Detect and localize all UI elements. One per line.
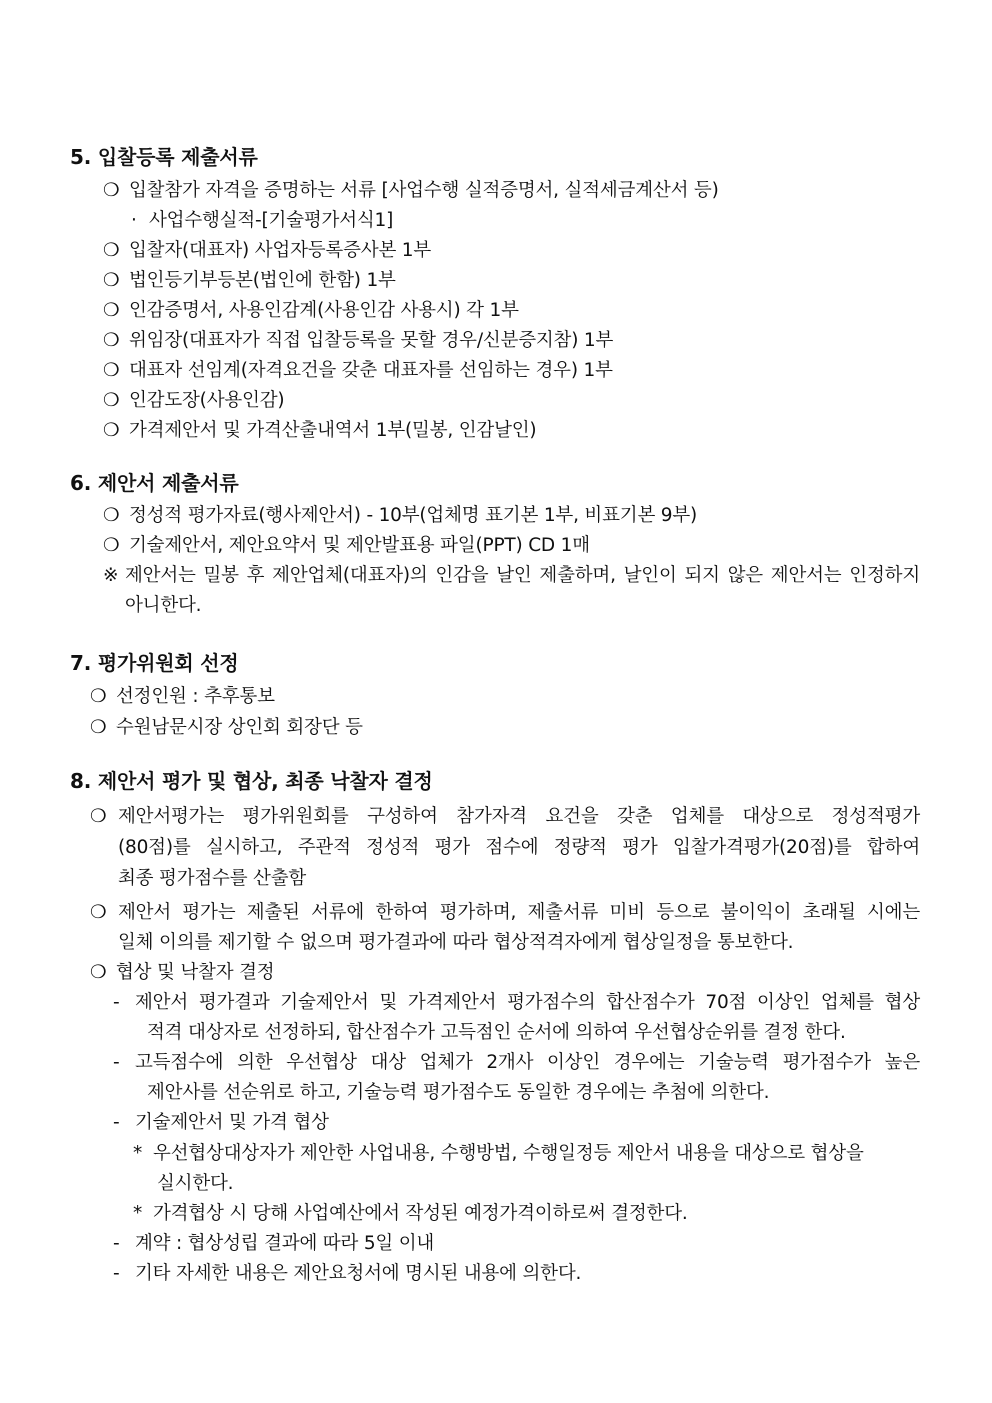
list-item-text: 인감도장(사용인감) [129, 390, 285, 411]
dash-item-continuation: 제안사를 선순위로 하고, 기술능력 평가점수도 동일한 경우에는 추첨에 의한다. [147, 1082, 770, 1103]
dash-item-text: 기술제안서 및 가격 협상 [135, 1112, 329, 1133]
asterisk-item [133, 1203, 932, 1225]
list-item [103, 240, 932, 262]
dash-item-text: 제안서 평가결과 기술제안서 및 가격제안서 평가점수의 합산점수가 70점 이상인 업체를 협상 [135, 992, 920, 1013]
list-item [103, 535, 932, 557]
dash-item [113, 1233, 932, 1255]
circle-bullet-icon: ❍ [103, 300, 120, 321]
list-item [103, 180, 932, 202]
circle-bullet-icon: ❍ [103, 330, 120, 351]
list-item [131, 210, 932, 232]
dot-bullet-icon: · [131, 210, 137, 231]
list-item [90, 717, 932, 739]
list-item [103, 270, 932, 292]
circle-bullet-icon: ❍ [90, 962, 107, 983]
list-item-text: 제안서 평가는 제출된 서류에 한하여 평가하며, 제출서류 미비 등으로 불이익이 초래될 시에는 [118, 902, 920, 923]
list-item [103, 330, 932, 352]
asterisk-bullet-icon: * [133, 1143, 143, 1164]
list-item [103, 390, 932, 412]
list-item-continuation: 일체 이의를 제기할 수 없으며 평가결과에 따라 협상적격자에게 협상일정을 통보한다. [118, 932, 794, 953]
list-item-text: 기술제안서, 제안요약서 및 제안발표용 파일(PPT) CD 1매 [129, 535, 590, 556]
section-heading: 8. 제안서 평가 및 협상, 최종 낙찰자 결정 [70, 769, 433, 793]
circle-bullet-icon: ❍ [103, 420, 120, 441]
dash-item [113, 1263, 932, 1285]
asterisk-item-continuation: 실시한다. [157, 1173, 234, 1194]
list-item-text: 인감증명서, 사용인감계(사용인감 사용시) 각 1부 [129, 300, 519, 321]
section-heading: 6. 제안서 제출서류 [70, 471, 239, 495]
list-item-text: 제안서평가는 평가위원회를 구성하여 참가자격 요건을 갖춘 업체를 대상으로 정성적평가 [118, 806, 920, 827]
circle-bullet-icon: ❍ [103, 180, 120, 201]
list-item-text: 선정인원 : 추후통보 [116, 686, 275, 707]
dash-bullet-icon: - [113, 1233, 120, 1254]
list-item [103, 505, 932, 527]
circle-bullet-icon: ❍ [90, 717, 107, 738]
list-item-text: 법인등기부등본(법인에 한함) 1부 [129, 270, 396, 291]
circle-bullet-icon: ❍ [103, 535, 120, 556]
note-text: 제안서는 밀봉 후 제안업체(대표자)의 인감을 날인 제출하며, 날인이 되지 않은 제안서는 인정하지 [125, 565, 920, 586]
asterisk-bullet-icon: * [133, 1203, 143, 1224]
list-item [103, 300, 932, 322]
list-item-text: 협상 및 낙찰자 결정 [116, 962, 275, 983]
list-item [103, 360, 932, 382]
asterisk-item-text: 가격협상 시 당해 사업예산에서 작성된 예정가격이하로써 결정한다. [153, 1203, 688, 1224]
circle-bullet-icon: ❍ [103, 360, 120, 381]
dash-item-text: 고득점수에 의한 우선협상 대상 업체가 2개사 이상인 경우에는 기술능력 평가점수가 높은 [135, 1052, 920, 1073]
circle-bullet-icon: ❍ [90, 806, 107, 827]
section-heading: 7. 평가위원회 선정 [70, 651, 239, 675]
circle-bullet-icon: ❍ [103, 240, 120, 261]
list-item [90, 686, 932, 708]
circle-bullet-icon: ❍ [90, 902, 107, 923]
list-item-text: 위임장(대표자가 직접 입찰등록을 못할 경우/신분증지참) 1부 [129, 330, 614, 351]
dash-bullet-icon: - [113, 1052, 120, 1073]
dash-item [113, 1112, 932, 1134]
list-item-continuation: (80점)를 실시하고, 주관적 정성적 평가 점수에 정량적 평가 입찰가격평가(20점)를 합하여 [118, 837, 920, 858]
list-item-text: 입찰참가 자격을 증명하는 서류 [사업수행 실적증명서, 실적세금계산서 등) [129, 180, 719, 201]
asterisk-item-text: 우선협상대상자가 제안한 사업내용, 수행방법, 수행일정등 제안서 내용을 대상으로 협상을 [153, 1143, 864, 1164]
circle-bullet-icon: ❍ [103, 270, 120, 291]
dash-bullet-icon: - [113, 1112, 120, 1133]
list-item-text: 대표자 선임계(자격요건을 갖춘 대표자를 선임하는 경우) 1부 [129, 360, 613, 381]
dash-item-text: 계약 : 협상성립 결과에 따라 5일 이내 [135, 1233, 435, 1254]
dash-bullet-icon: - [113, 1263, 120, 1284]
section-heading: 5. 입찰등록 제출서류 [70, 145, 258, 169]
circle-bullet-icon: ❍ [103, 390, 120, 411]
list-item [90, 962, 932, 984]
reference-mark-icon: ※ [103, 565, 119, 586]
circle-bullet-icon: ❍ [103, 505, 120, 526]
list-item-continuation: 최종 평가점수를 산출함 [118, 868, 307, 889]
list-item-text: 가격제안서 및 가격산출내역서 1부(밀봉, 인감날인) [129, 420, 537, 441]
dash-item-text: 기타 자세한 내용은 제안요청서에 명시된 내용에 의한다. [135, 1263, 582, 1284]
note-continuation: 아니한다. [125, 595, 202, 616]
list-item-text: 수원남문시장 상인회 회장단 등 [116, 717, 363, 738]
list-item [103, 420, 932, 442]
asterisk-item [133, 1143, 932, 1165]
list-item-text: 사업수행실적-[기술평가서식1] [149, 210, 394, 231]
list-item-text: 입찰자(대표자) 사업자등록증사본 1부 [129, 240, 432, 261]
dash-bullet-icon: - [113, 992, 120, 1013]
list-item-text: 정성적 평가자료(행사제안서) - 10부(업체명 표기본 1부, 비표기본 9부) [129, 505, 698, 526]
circle-bullet-icon: ❍ [90, 686, 107, 707]
dash-item-continuation: 적격 대상자로 선정하되, 합산점수가 고득점인 순서에 의하여 우선협상순위를 결정 한다. [147, 1022, 846, 1043]
